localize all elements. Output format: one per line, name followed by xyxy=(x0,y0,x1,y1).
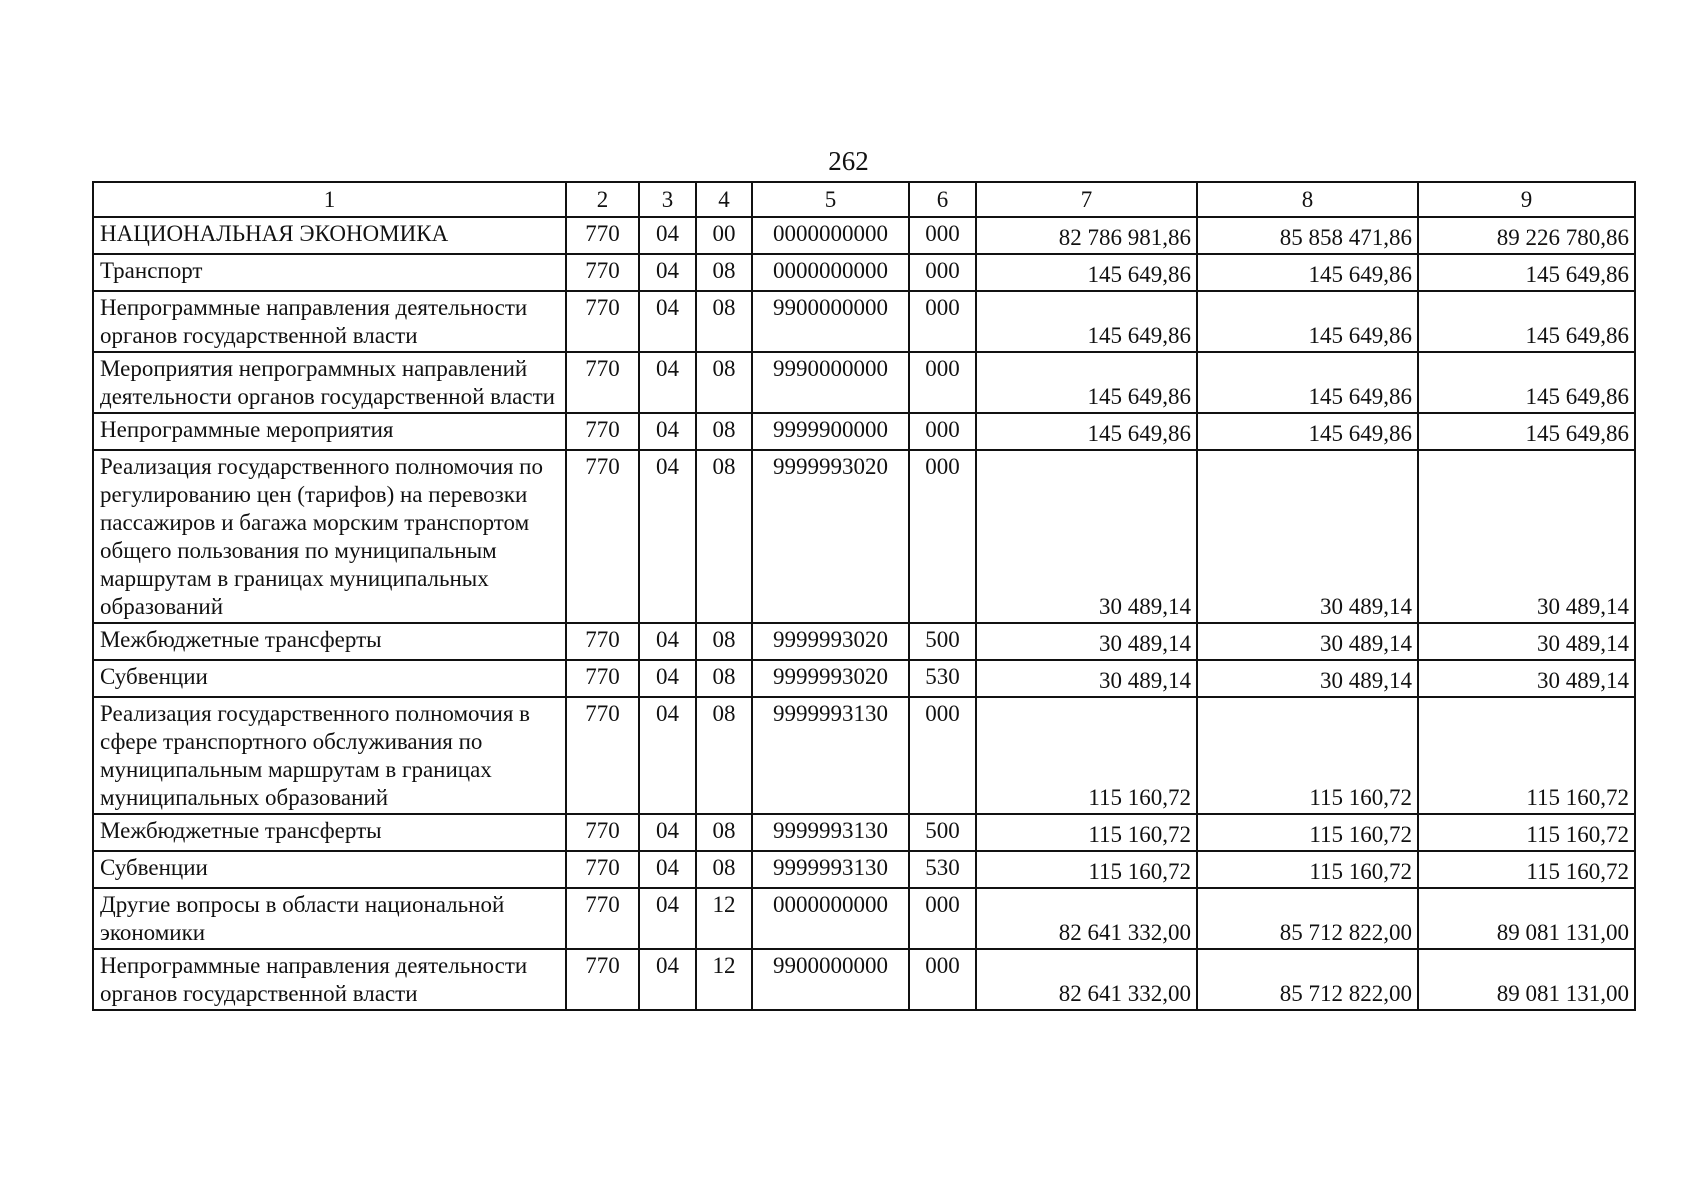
table-row xyxy=(93,450,1635,623)
code-5: 9999900000 xyxy=(752,413,909,450)
table-row xyxy=(93,814,1635,851)
amount-9: 145 649,86 xyxy=(1418,352,1635,413)
amount-7: 145 649,86 xyxy=(976,254,1197,291)
code-4: 08 xyxy=(696,352,752,413)
amount-8: 85 712 822,00 xyxy=(1197,949,1418,1010)
amount-9: 145 649,86 xyxy=(1418,413,1635,450)
amount-7: 145 649,86 xyxy=(976,352,1197,413)
header-cell-2: 2 xyxy=(566,182,639,217)
code-5: 9999993130 xyxy=(752,697,909,814)
code-2: 770 xyxy=(566,254,639,291)
amount-8: 85 858 471,86 xyxy=(1197,217,1418,254)
code-3: 04 xyxy=(639,413,696,450)
amount-9: 115 160,72 xyxy=(1418,697,1635,814)
row-name: Межбюджетные трансферты xyxy=(93,814,566,851)
code-5: 9900000000 xyxy=(752,949,909,1010)
code-6: 000 xyxy=(909,413,976,450)
code-3: 04 xyxy=(639,949,696,1010)
code-4: 12 xyxy=(696,888,752,949)
table-row xyxy=(93,254,1635,291)
amount-7: 145 649,86 xyxy=(976,291,1197,352)
code-2: 770 xyxy=(566,888,639,949)
amount-7: 30 489,14 xyxy=(976,623,1197,660)
header-cell-4: 4 xyxy=(696,182,752,217)
row-name: НАЦИОНАЛЬНАЯ ЭКОНОМИКА xyxy=(93,217,566,254)
code-3: 04 xyxy=(639,888,696,949)
table-row xyxy=(93,949,1635,1010)
amount-7: 115 160,72 xyxy=(976,814,1197,851)
code-2: 770 xyxy=(566,697,639,814)
amount-8: 115 160,72 xyxy=(1197,697,1418,814)
amount-8: 145 649,86 xyxy=(1197,352,1418,413)
code-4: 08 xyxy=(696,814,752,851)
amount-8: 145 649,86 xyxy=(1197,254,1418,291)
table-row xyxy=(93,217,1635,254)
amount-7: 115 160,72 xyxy=(976,697,1197,814)
header-cell-5: 5 xyxy=(752,182,909,217)
code-3: 04 xyxy=(639,254,696,291)
page-number: 262 xyxy=(828,146,869,176)
table-row xyxy=(93,413,1635,450)
code-6: 500 xyxy=(909,814,976,851)
row-name: Транспорт xyxy=(93,254,566,291)
code-3: 04 xyxy=(639,217,696,254)
code-5: 0000000000 xyxy=(752,888,909,949)
code-6: 530 xyxy=(909,851,976,888)
code-6: 000 xyxy=(909,450,976,623)
table-body xyxy=(93,217,1635,1010)
code-2: 770 xyxy=(566,660,639,697)
code-3: 04 xyxy=(639,697,696,814)
code-4: 08 xyxy=(696,254,752,291)
code-5: 9990000000 xyxy=(752,352,909,413)
code-2: 770 xyxy=(566,217,639,254)
amount-8: 30 489,14 xyxy=(1197,450,1418,623)
amount-9: 30 489,14 xyxy=(1418,623,1635,660)
code-3: 04 xyxy=(639,352,696,413)
code-6: 500 xyxy=(909,623,976,660)
code-6: 000 xyxy=(909,949,976,1010)
row-name: Реализация государственного полномочия в сфере транспортного обслуживания по муниципальным маршрутам в границах муниципальных образований xyxy=(93,697,566,814)
code-2: 770 xyxy=(566,814,639,851)
table-row xyxy=(93,352,1635,413)
code-5: 9999993130 xyxy=(752,851,909,888)
amount-7: 30 489,14 xyxy=(976,660,1197,697)
code-6: 000 xyxy=(909,352,976,413)
code-6: 000 xyxy=(909,254,976,291)
header-cell-7: 7 xyxy=(976,182,1197,217)
header-cell-1: 1 xyxy=(93,182,566,217)
code-2: 770 xyxy=(566,352,639,413)
code-3: 04 xyxy=(639,851,696,888)
code-4: 12 xyxy=(696,949,752,1010)
code-5: 9999993130 xyxy=(752,814,909,851)
table-row xyxy=(93,623,1635,660)
row-name: Межбюджетные трансферты xyxy=(93,623,566,660)
header-cell-3: 3 xyxy=(639,182,696,217)
amount-8: 30 489,14 xyxy=(1197,660,1418,697)
code-6: 000 xyxy=(909,697,976,814)
row-name: Непрограммные направления деятельности органов государственной власти xyxy=(93,291,566,352)
header-cell-9: 9 xyxy=(1418,182,1635,217)
code-5: 9900000000 xyxy=(752,291,909,352)
row-name: Субвенции xyxy=(93,660,566,697)
budget-table xyxy=(92,181,1636,1011)
code-4: 08 xyxy=(696,660,752,697)
amount-9: 89 081 131,00 xyxy=(1418,888,1635,949)
amount-7: 30 489,14 xyxy=(976,450,1197,623)
amount-8: 115 160,72 xyxy=(1197,851,1418,888)
code-5: 9999993020 xyxy=(752,660,909,697)
code-4: 08 xyxy=(696,413,752,450)
table-row xyxy=(93,697,1635,814)
amount-9: 89 226 780,86 xyxy=(1418,217,1635,254)
code-4: 00 xyxy=(696,217,752,254)
code-6: 000 xyxy=(909,291,976,352)
code-2: 770 xyxy=(566,623,639,660)
code-6: 000 xyxy=(909,217,976,254)
amount-9: 145 649,86 xyxy=(1418,254,1635,291)
code-6: 000 xyxy=(909,888,976,949)
table-row xyxy=(93,851,1635,888)
code-5: 0000000000 xyxy=(752,217,909,254)
header-cell-8: 8 xyxy=(1197,182,1418,217)
code-4: 08 xyxy=(696,697,752,814)
table-row xyxy=(93,660,1635,697)
row-name: Субвенции xyxy=(93,851,566,888)
table-row xyxy=(93,291,1635,352)
amount-8: 115 160,72 xyxy=(1197,814,1418,851)
amount-7: 82 641 332,00 xyxy=(976,888,1197,949)
amount-7: 115 160,72 xyxy=(976,851,1197,888)
amount-8: 145 649,86 xyxy=(1197,413,1418,450)
code-3: 04 xyxy=(639,450,696,623)
table-row xyxy=(93,888,1635,949)
row-name: Непрограммные мероприятия xyxy=(93,413,566,450)
row-name: Другие вопросы в области национальной экономики xyxy=(93,888,566,949)
code-5: 0000000000 xyxy=(752,254,909,291)
code-4: 08 xyxy=(696,450,752,623)
amount-7: 82 641 332,00 xyxy=(976,949,1197,1010)
header-cell-6: 6 xyxy=(909,182,976,217)
row-name: Непрограммные направления деятельности органов государственной власти xyxy=(93,949,566,1010)
amount-9: 89 081 131,00 xyxy=(1418,949,1635,1010)
code-2: 770 xyxy=(566,450,639,623)
code-4: 08 xyxy=(696,623,752,660)
code-2: 770 xyxy=(566,851,639,888)
code-3: 04 xyxy=(639,814,696,851)
code-6: 530 xyxy=(909,660,976,697)
code-3: 04 xyxy=(639,660,696,697)
code-4: 08 xyxy=(696,851,752,888)
amount-9: 30 489,14 xyxy=(1418,660,1635,697)
code-2: 770 xyxy=(566,949,639,1010)
row-name: Реализация государственного полномочия по регулированию цен (тарифов) на перевозки пассажиров и багажа морским транспортом общего пользования по муниципальным маршрутам в границах муниципальных образований xyxy=(93,450,566,623)
code-5: 9999993020 xyxy=(752,450,909,623)
amount-9: 30 489,14 xyxy=(1418,450,1635,623)
amount-9: 115 160,72 xyxy=(1418,814,1635,851)
amount-8: 30 489,14 xyxy=(1197,623,1418,660)
amount-9: 115 160,72 xyxy=(1418,851,1635,888)
code-2: 770 xyxy=(566,291,639,352)
amount-8: 145 649,86 xyxy=(1197,291,1418,352)
code-2: 770 xyxy=(566,413,639,450)
code-3: 04 xyxy=(639,623,696,660)
row-name: Мероприятия непрограммных направлений деятельности органов государственной власти xyxy=(93,352,566,413)
code-5: 9999993020 xyxy=(752,623,909,660)
amount-7: 82 786 981,86 xyxy=(976,217,1197,254)
code-3: 04 xyxy=(639,291,696,352)
header-row xyxy=(93,182,1635,217)
amount-8: 85 712 822,00 xyxy=(1197,888,1418,949)
code-4: 08 xyxy=(696,291,752,352)
amount-7: 145 649,86 xyxy=(976,413,1197,450)
amount-9: 145 649,86 xyxy=(1418,291,1635,352)
